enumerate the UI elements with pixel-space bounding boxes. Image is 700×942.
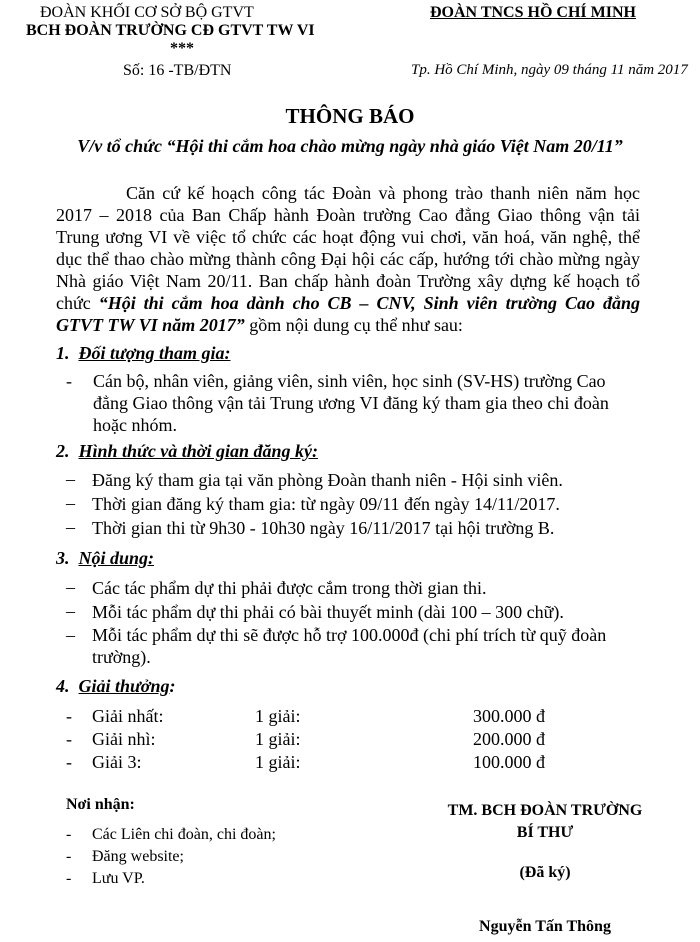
issuing-org-line2: BCH ĐOÀN TRƯỜNG CĐ GTVT TW VI: [26, 22, 315, 39]
recipient-item: Lưu VP.: [92, 870, 145, 887]
list-item: Thời gian thi từ 9h30 - 10h30 ngày 16/11/2017 tại hội trường B.: [92, 518, 555, 538]
prize-name: Giải nhất:: [92, 706, 164, 726]
intro-paragraph: [56, 182, 640, 336]
list-bullet: –: [66, 517, 75, 537]
section-4-heading: [56, 676, 175, 697]
document-number: Số: 16 -TB/ĐTN: [123, 62, 232, 79]
intro-emphasis: “Hội thi cắm hoa dành cho CB – CNV, Sinh viên trường Cao đẳng GTVT TW VI năm 2017”: [56, 293, 640, 335]
list-item: Đăng ký tham gia tại văn phòng Đoàn thanh niên - Hội sinh viên.: [92, 470, 563, 490]
section-number: 3.: [56, 548, 70, 568]
prize-name: Giải 3:: [92, 752, 142, 772]
list-bullet: –: [66, 493, 75, 513]
union-name: ĐOÀN TNCS HỒ CHÍ MINH: [430, 4, 636, 21]
signer-name: Nguyễn Tấn Thông: [479, 918, 611, 935]
signature-role: BÍ THƯ: [516, 824, 574, 841]
document-subject: V/v tổ chức “Hội thi cắm hoa chào mừng ngày nhà giáo Việt Nam 20/11”: [77, 136, 623, 156]
intro-text-part2: gồm nội dung cụ thể như sau:: [244, 315, 463, 335]
recipients-title: Nơi nhận:: [66, 796, 135, 813]
recipient-item: Đăng website;: [92, 848, 184, 865]
prize-count: 1 giải:: [255, 752, 301, 772]
prize-name: Giải nhì:: [92, 729, 156, 749]
place-date: Tp. Hồ Chí Minh, ngày 09 tháng 11 năm 2017: [411, 62, 688, 78]
list-item: Mỗi tác phẩm dự thi phải có bài thuyết minh (dài 100 – 300 chữ).: [92, 602, 564, 622]
list-bullet: –: [66, 601, 75, 621]
section-number: 4.: [56, 676, 70, 696]
prize-row-dash: -: [66, 752, 72, 772]
recipient-dash: -: [66, 826, 72, 843]
prize-count: 1 giải:: [255, 706, 301, 726]
prize-amount: 200.000 đ: [473, 729, 545, 749]
list-bullet: -: [66, 371, 72, 391]
document-title: THÔNG BÁO: [285, 104, 415, 128]
issuing-org-line1: ĐOÀN KHỐI CƠ SỞ BỘ GTVT: [40, 4, 254, 21]
section-title: Hình thức và thời gian đăng ký:: [78, 441, 318, 461]
list-bullet: –: [66, 625, 75, 645]
list-item: Mỗi tác phẩm dự thi sẽ được hỗ trợ 100.000đ (chi phí trích từ quỹ đoàn trường).: [92, 625, 607, 667]
section-title: Đối tượng tham gia:: [78, 343, 231, 363]
prize-row-dash: -: [66, 729, 72, 749]
recipient-dash: -: [66, 848, 72, 865]
section-number: 2.: [56, 441, 70, 461]
prize-amount: 300.000 đ: [473, 706, 545, 726]
list-item: Cán bộ, nhân viên, giảng viên, sinh viên, học sinh (SV-HS) trường Cao đẳng Giao thông vận tải Trung ương VI đăng ký tham gia theo chi đoàn hoặc nhóm.: [93, 371, 609, 435]
recipient-item: Các Liên chi đoàn, chi đoàn;: [92, 826, 276, 843]
list-bullet: –: [66, 577, 75, 597]
prize-count: 1 giải:: [255, 729, 301, 749]
section-3-heading: [56, 548, 154, 569]
signature-org: TM. BCH ĐOÀN TRƯỜNG: [447, 802, 643, 819]
section-1-heading: [56, 343, 230, 364]
prize-row-dash: -: [66, 706, 72, 726]
recipient-dash: -: [66, 870, 72, 887]
section-2-heading: [56, 441, 318, 462]
header-stars: ***: [170, 40, 194, 57]
prize-amount: 100.000 đ: [473, 752, 545, 772]
list-item: Các tác phẩm dự thi phải được cắm trong thời gian thi.: [92, 578, 487, 598]
section-title-colon: :: [169, 676, 176, 696]
section-title: Giải thưởng: [78, 676, 170, 696]
list-bullet: –: [66, 469, 75, 489]
signed-note: (Đã ký): [519, 864, 571, 881]
intro-text-part1: Căn cứ kế hoạch công tác Đoàn và phong trào thanh niên năm học 2017 – 2018 của Ban Chấp hành Đoàn trường Cao đẳng Giao thông vận tải Trung ương VI về việc tổ chức các hoạt động vui chơi, văn hoá, văn nghệ, thể dục thể thao chào mừng thành công Đại hội các cấp, hướng tới chào mừng ngày Nhà giáo Việt Nam 20/11. Ban chấp hành đoàn Trường xây dựng kế hoạch tổ chức: [56, 183, 640, 313]
list-item: Thời gian đăng ký tham gia: từ ngày 09/11 đến ngày 14/11/2017.: [92, 494, 560, 514]
section-number: 1.: [56, 343, 70, 363]
section-title: Nội dung:: [78, 548, 155, 568]
